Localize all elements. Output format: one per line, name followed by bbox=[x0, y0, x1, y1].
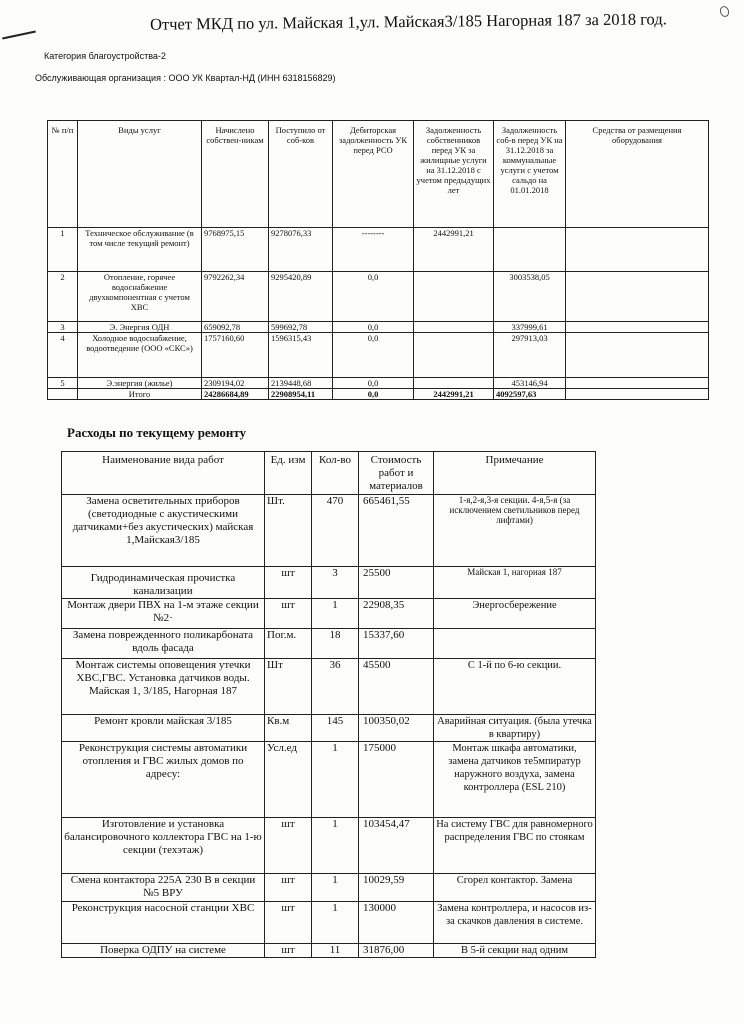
cell-work: Монтаж системы оповещения утечки ХВС,ГВС. Установка датчиков воды. Майская 1, 3/185, Нагорная 187 bbox=[62, 659, 265, 715]
col-header-unit: Ед. изм bbox=[265, 452, 312, 495]
cell-equipment bbox=[566, 272, 709, 322]
cell-charged: 2309194,02 bbox=[202, 378, 269, 389]
cell-note bbox=[434, 629, 596, 659]
cell-charged: 9768975,15 bbox=[202, 228, 269, 272]
cell-note: Замена контроллера, и насосов из-за скачков давления в системе. bbox=[434, 902, 596, 944]
table-row bbox=[62, 818, 596, 874]
cell-number: 2 bbox=[48, 272, 78, 322]
col-header-debt-rso: Дебиторская задолженность УК перед РСО bbox=[333, 121, 414, 228]
cell-work: Гидродинамическая прочистка канализации bbox=[62, 567, 265, 599]
cell-unit: шт bbox=[265, 944, 312, 958]
cell-service: Техническое обслуживание (в том числе текущий ремонт) bbox=[78, 228, 202, 272]
cell-note: Майская 1, нагорная 187 bbox=[434, 567, 596, 599]
col-header-service: Виды услуг bbox=[78, 121, 202, 228]
cell-qty: 1 bbox=[312, 818, 359, 874]
cell-qty: 470 bbox=[312, 495, 359, 567]
repair-heading: Расходы по текущему ремонту bbox=[67, 425, 247, 440]
cell-cost: 45500 bbox=[359, 659, 434, 715]
cell-equipment bbox=[566, 322, 709, 333]
cell-work: Реконструкция насосной станции ХВС bbox=[62, 902, 265, 944]
cell-unit: Шт bbox=[265, 659, 312, 715]
cell-debt-utilities: 337999,61 bbox=[494, 322, 566, 333]
cell-charged: 9792262,34 bbox=[202, 272, 269, 322]
total-charged: 24286684,89 bbox=[202, 389, 269, 400]
cell-unit: Пог.м. bbox=[265, 629, 312, 659]
cell-debt-rso: -------- bbox=[333, 228, 414, 272]
cell-cost: 25500 bbox=[359, 567, 434, 599]
cell-equipment bbox=[566, 228, 709, 272]
cell-work: Изготовление и установка балансировочного коллектора ГВС на 1-ю секции (техэтаж) bbox=[62, 818, 265, 874]
cell-cost: 15337,60 bbox=[359, 629, 434, 659]
table-row bbox=[62, 902, 596, 944]
col-header-note: Примечание bbox=[434, 452, 596, 495]
cell-work: Замена осветительных приборов (светодиодные с акустическими датчиками+без акустических) майская 1,Майская3/185 bbox=[62, 495, 265, 567]
cell-number: 1 bbox=[48, 228, 78, 272]
cell-unit: шт bbox=[265, 567, 312, 599]
table-row bbox=[62, 659, 596, 715]
cell-equipment bbox=[566, 378, 709, 389]
cell-received: 1596315,43 bbox=[269, 333, 333, 378]
cell-debt-utilities: 453146,94 bbox=[494, 378, 566, 389]
cell-unit: Шт. bbox=[265, 495, 312, 567]
col-header-work: Наименование вида работ bbox=[62, 452, 265, 495]
repair-header-row bbox=[62, 452, 596, 495]
cell-note: В 5-й секции над одним bbox=[434, 944, 596, 958]
col-header-debt-housing: Задолженность собственников перед УК за жилищные услуги на 31.12.2018 с учетом предыдущих лет bbox=[414, 121, 494, 228]
cell-qty: 18 bbox=[312, 629, 359, 659]
cell-unit: шт bbox=[265, 599, 312, 629]
cell-received: 9278076,33 bbox=[269, 228, 333, 272]
cell-number: 5 bbox=[48, 378, 78, 389]
cell-note: 1-я,2-я,3-я секции. 4-я,5-я (за исключением светильников перед лифтами) bbox=[434, 495, 596, 567]
cell-equipment bbox=[566, 333, 709, 378]
cell-note: С 1-й по 6-ю секции. bbox=[434, 659, 596, 715]
cell-cost: 22908,35 bbox=[359, 599, 434, 629]
total-label: Итого bbox=[78, 389, 202, 400]
pen-mark bbox=[2, 30, 36, 39]
cell-qty: 1 bbox=[312, 742, 359, 818]
table-row bbox=[62, 715, 596, 742]
cell-note: Аварийная ситуация. (была утечка в квартиру) bbox=[434, 715, 596, 742]
cell-note: На систему ГВС для равномерного распределения ГВС по стоякам bbox=[434, 818, 596, 874]
cell-qty: 1 bbox=[312, 599, 359, 629]
cell-work: Реконструкция системы автоматики отопления и ГВС жилых домов по адресу: bbox=[62, 742, 265, 818]
col-header-equipment: Средства от размещения оборудования bbox=[566, 121, 709, 228]
table-row bbox=[62, 495, 596, 567]
cell-cost: 100350,02 bbox=[359, 715, 434, 742]
cell-debt-housing bbox=[414, 378, 494, 389]
cell-cost: 31876,00 bbox=[359, 944, 434, 958]
cell-charged: 659092,78 bbox=[202, 322, 269, 333]
cell-debt-rso: 0,0 bbox=[333, 378, 414, 389]
cell-debt-rso: 0,0 bbox=[333, 272, 414, 322]
cell-cost: 103454,47 bbox=[359, 818, 434, 874]
cell-debt-rso: 0,0 bbox=[333, 322, 414, 333]
cell-cost: 10029,59 bbox=[359, 874, 434, 902]
cell-qty: 3 bbox=[312, 567, 359, 599]
table-row bbox=[48, 272, 709, 322]
cell-debt-utilities: 3003538,05 bbox=[494, 272, 566, 322]
cell-debt-housing bbox=[414, 272, 494, 322]
col-header-cost: Стоимость работ и материалов bbox=[359, 452, 434, 495]
cell-work: Смена контактора 225А 230 В в секции №5 ВРУ bbox=[62, 874, 265, 902]
col-header-received: Поступило от соб-ков bbox=[269, 121, 333, 228]
table-row bbox=[62, 742, 596, 818]
cell-qty: 11 bbox=[312, 944, 359, 958]
services-table bbox=[47, 120, 709, 400]
cell-work: Поверка ОДПУ на системе bbox=[62, 944, 265, 958]
total-debt-housing: 2442991,21 bbox=[414, 389, 494, 400]
cell-charged: 1757160,60 bbox=[202, 333, 269, 378]
cell-cost: 175000 bbox=[359, 742, 434, 818]
cell-number: 4 bbox=[48, 333, 78, 378]
table-row bbox=[62, 629, 596, 659]
cell-received: 9295420,89 bbox=[269, 272, 333, 322]
table-row bbox=[62, 599, 596, 629]
cell-work: Ремонт кровли майская 3/185 bbox=[62, 715, 265, 742]
page-title: Отчет МКД по ул. Майская 1,ул. Майская3/185 Нагорная 187 за 2018 год. bbox=[149, 9, 667, 34]
pen-dot bbox=[718, 5, 730, 18]
cell-received: 599692,78 bbox=[269, 322, 333, 333]
cell-qty: 36 bbox=[312, 659, 359, 715]
cell-debt-housing bbox=[414, 333, 494, 378]
category-line: Категория благоустройства-2 bbox=[44, 51, 166, 61]
cell-received: 2139448,68 bbox=[269, 378, 333, 389]
cell-note: Энергосбережение bbox=[434, 599, 596, 629]
cell-service: Холодное водоснабжение, водоотведение (ООО «СКС») bbox=[78, 333, 202, 378]
col-header-number: № п/п bbox=[48, 121, 78, 228]
total-debt-utilities: 4092597,63 bbox=[494, 389, 566, 400]
cell-unit: шт bbox=[265, 902, 312, 944]
cell-cost: 665461,55 bbox=[359, 495, 434, 567]
cell-work: Монтаж двери ПВХ на 1-м этаже секции №2· bbox=[62, 599, 265, 629]
cell-debt-housing bbox=[414, 322, 494, 333]
col-header-charged: Начислено собствен-никам bbox=[202, 121, 269, 228]
cell-debt-utilities bbox=[494, 228, 566, 272]
table-row bbox=[48, 378, 709, 389]
table-row bbox=[48, 322, 709, 333]
cell-debt-utilities: 297913,03 bbox=[494, 333, 566, 378]
total-debt-rso: 0,0 bbox=[333, 389, 414, 400]
cell-debt-housing: 2442991,21 bbox=[414, 228, 494, 272]
cell-work: Замена поврежденного поликарбоната вдоль фасада bbox=[62, 629, 265, 659]
cell-unit: шт bbox=[265, 874, 312, 902]
cell-unit: шт bbox=[265, 818, 312, 874]
services-header-row bbox=[48, 121, 709, 228]
total-row bbox=[48, 389, 709, 400]
repair-table bbox=[61, 451, 596, 958]
cell-qty: 1 bbox=[312, 874, 359, 902]
cell-service: Отопление, горячее водоснабжение двухкомпонентная с учетом ХВС bbox=[78, 272, 202, 322]
cell-service: Э. Энергия ОДН bbox=[78, 322, 202, 333]
organization-line: Обслуживающая организация : ООО УК Квартал-НД (ИНН 6318156829) bbox=[35, 73, 336, 83]
table-row bbox=[62, 874, 596, 902]
col-header-debt-utilities: Задолженность соб-в перед УК на 31.12.2018 за коммунальные услуги с учетом сальдо на 01.01.2018 bbox=[494, 121, 566, 228]
cell-debt-rso: 0,0 bbox=[333, 333, 414, 378]
table-row bbox=[62, 567, 596, 599]
cell-qty: 145 bbox=[312, 715, 359, 742]
cell-qty: 1 bbox=[312, 902, 359, 944]
cell-cost: 130000 bbox=[359, 902, 434, 944]
total-received: 22908954,11 bbox=[269, 389, 333, 400]
cell-unit: Кв.м bbox=[265, 715, 312, 742]
cell-note: Монтаж шкафа автоматики, замена датчиков те5мпиратур наружного воздуха, замена контроллера (ESL 210) bbox=[434, 742, 596, 818]
cell-note: Сгорел контактор. Замена bbox=[434, 874, 596, 902]
table-row bbox=[48, 333, 709, 378]
col-header-qty: Кол-во bbox=[312, 452, 359, 495]
cell-number: 3 bbox=[48, 322, 78, 333]
table-row bbox=[48, 228, 709, 272]
table-row bbox=[62, 944, 596, 958]
cell-service: Э.энергия (жилье) bbox=[78, 378, 202, 389]
cell-unit: Усл.ед bbox=[265, 742, 312, 818]
